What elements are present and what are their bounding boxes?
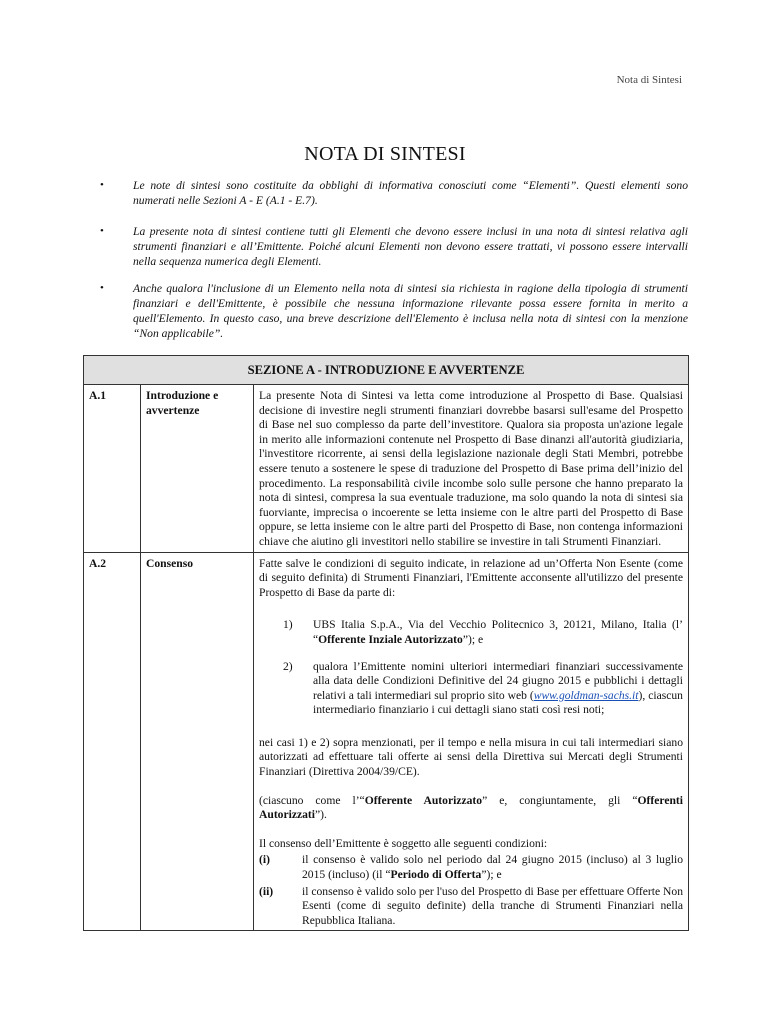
- summary-table: [83, 355, 689, 931]
- table-row: [84, 385, 689, 553]
- element-label: Introduzione e avvertenze: [141, 385, 254, 553]
- bullet-icon: •: [100, 282, 104, 294]
- element-content: [254, 552, 689, 931]
- conditions-intro: Il consenso dell’Emittente è soggetto alle seguenti condizioni:: [259, 836, 548, 850]
- definitions-paragraph: (ciascuno come l’“Offerente Autorizzato” e, congiuntamente, gli “Offerenti Autorizzati”).: [259, 793, 683, 822]
- consent-intro: Fatte salve le condizioni di seguito indicate, in relazione ad un’Offerta Non Esente (come di seguito definita) di Strumenti Finanziari, l'Emittente acconsente all'utilizzo del presente Prospetto di Base da parte di:: [259, 556, 683, 599]
- list-item: [259, 853, 683, 882]
- list-item: [100, 224, 688, 269]
- item-text: qualora l’Emittente nomini ulteriori intermediari finanziari successivamente alla data delle Condizioni Definitive del 24 giugno 2015 e pubblichi i dettagli relativi a tali intermediari sul proprio sito web (www.goldman-sachs.it), ciascun intermediario finanziario i cui dettagli siano stati così resi noti;: [313, 659, 683, 717]
- list-item: [259, 885, 683, 929]
- section-header-row: [84, 356, 689, 385]
- bullet-text: Le note di sintesi sono costituite da obblighi di informativa conosciuti come “Elementi”. Questi elementi sono numerati nelle Sezioni A - E (A.1 - E.7).: [133, 179, 688, 207]
- item-number: 1): [283, 618, 293, 632]
- element-label: Consenso: [141, 552, 254, 931]
- defined-term: Offerente Inziale Autorizzato: [318, 632, 463, 646]
- condition-text: il consenso è valido solo nel periodo dal 24 giugno 2015 (incluso) al 3 luglio 2015 (incluso) (il “Periodo di Offerta”); e: [302, 853, 683, 882]
- bullet-text: La presente nota di sintesi contiene tutti gli Elementi che devono essere inclusi in una nota di sintesi relativa agli strumenti finanziari e all’Emittente. Poiché alcuni Elementi non devono essere trattati, vi possono essere intervalli nella sequenza numerica degli Elementi.: [133, 225, 688, 268]
- intro-bullet-list: [100, 178, 688, 341]
- element-text: La presente Nota di Sintesi va letta come introduzione al Prospetto di Base. Qualsiasi decisione di investire negli strumenti finanziari dovrebbe basarsi sull'esame del Prospetto di Base nel suo complesso da parte dell’investitore. Qualora sia proposta un'azione legale in merito alle informazioni contenute nel Prospetto di Base dinanzi all'autorità giudiziaria, l'investitore ricorrente, ai sensi della legislazione nazionale degli Stati Membri, potrebbe essere tenuto a sostenere le spese di traduzione del Prospetto di Base prima dell’inizio del procedimento. La responsabilità civile incombe solo sulle persone che hanno preparato la nota di sintesi, compresa la sua eventuale traduzione, ma solo quando la nota di sintesi sia fuorviante, imprecisa o incoerente se letta insieme con le altre parti del Prospetto di Base oppure, se letta insieme con le altre parti del Prospetto di Base, non contenga informazioni chiave che aiutino gli investitori nello stabilire se investire in tali Strumenti Finanziari.: [254, 385, 689, 553]
- element-code: A.2: [84, 552, 141, 931]
- cases-paragraph: nei casi 1) e 2) sopra menzionati, per il tempo e nella misura in cui tali intermediari siano autorizzati ad effettuare tali offerte ai sensi della Direttiva sui Mercati degli Strumenti Finanziari (Direttiva 2004/39/CE).: [259, 735, 683, 779]
- element-code: A.1: [84, 385, 141, 553]
- document-title: NOTA DI SINTESI: [304, 143, 466, 165]
- condition-text: il consenso è valido solo per l'uso del Prospetto di Base per effettuare Offerte Non Esenti (come di seguito definite) della tranche di Strumenti Finanziari nella Repubblica Italiana.: [302, 884, 683, 927]
- condition-number: (i): [259, 853, 270, 867]
- condition-number: (ii): [259, 884, 274, 898]
- table-row: [84, 552, 689, 931]
- list-item: [283, 660, 683, 718]
- item-number: 2): [283, 659, 293, 673]
- list-item: [100, 281, 688, 341]
- defined-term: Offerenti Autorizzati: [259, 793, 683, 822]
- bullet-text: Anche qualora l'inclusione di un Elemento nella nota di sintesi sia richiesta in ragione della tipologia di strumenti finanziari e dell'Emittente, è possibile che nessuna informazione rilevante possa essere fornita in merito a quell'Elemento. In questo caso, una breve descrizione dell'Elemento è inclusa nella nota di sintesi con la menzione “Non applicabile”.: [133, 282, 688, 340]
- item-text: UBS Italia S.p.A., Via del Vecchio Politecnico 3, 20121, Milano, Italia (l’ “Offerente Inziale Autorizzato”); e: [313, 618, 683, 646]
- defined-term: Offerente Autorizzato: [364, 793, 483, 807]
- running-header: Nota di Sintesi: [616, 74, 682, 86]
- section-title: SEZIONE A - INTRODUZIONE E AVVERTENZE: [84, 356, 689, 385]
- list-item: [100, 178, 688, 208]
- bullet-icon: •: [100, 225, 104, 237]
- list-item: [283, 618, 683, 647]
- website-link[interactable]: www.goldman-sachs.it: [533, 688, 639, 702]
- bullet-icon: •: [100, 179, 104, 191]
- defined-term: Periodo di Offerta: [390, 868, 482, 882]
